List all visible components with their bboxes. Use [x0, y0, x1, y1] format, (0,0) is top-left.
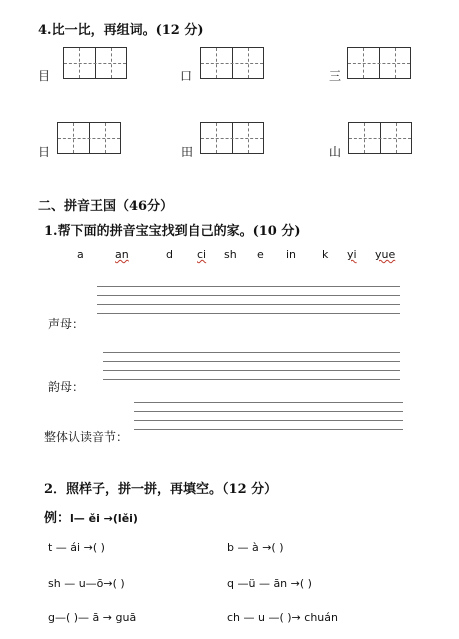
writing-grid[interactable] — [200, 122, 264, 154]
writing-line — [97, 286, 400, 287]
syllable: e — [257, 248, 264, 261]
syllable: k — [322, 248, 329, 261]
syllable: d — [166, 248, 173, 261]
exercise-5[interactable]: g—( )— ā → guā — [48, 611, 137, 624]
writing-grid[interactable] — [57, 122, 121, 154]
writing-grid[interactable] — [200, 47, 264, 79]
writing-grid[interactable] — [63, 47, 127, 79]
char-ri: 日 — [38, 145, 51, 159]
char-san: 三 — [329, 69, 342, 83]
char-mu: 目 — [38, 69, 51, 83]
writing-line — [134, 429, 403, 430]
label-zhengti: 整体认读音节： — [44, 430, 129, 444]
writing-line — [134, 420, 403, 421]
exercise-6[interactable]: ch — u —( )→ chuán — [227, 611, 338, 624]
syllable: an — [115, 248, 129, 261]
writing-line — [103, 361, 400, 362]
writing-line — [97, 295, 400, 296]
section-4-title: 4.比一比，再组词。(12 分) — [38, 23, 204, 38]
writing-line — [97, 313, 400, 314]
writing-line — [134, 411, 403, 412]
syllable: ci — [197, 248, 207, 261]
writing-line — [97, 304, 400, 305]
char-kou: 口 — [180, 69, 193, 83]
syllable: yi — [347, 248, 357, 261]
writing-grid[interactable] — [348, 122, 412, 154]
example-line — [44, 507, 138, 526]
example-label: 例： — [44, 511, 71, 526]
exercise-4[interactable]: q —ü — ān →( ) — [227, 577, 312, 590]
writing-line — [103, 379, 400, 380]
writing-line — [103, 352, 400, 353]
char-tian: 田 — [181, 145, 194, 159]
syllable: in — [286, 248, 297, 261]
writing-grid[interactable] — [347, 47, 411, 79]
exercise-1[interactable]: t — ái →( ) — [48, 541, 105, 554]
q1-title: 1.帮下面的拼音宝宝找到自己的家。(10 分) — [44, 224, 301, 239]
writing-line — [103, 370, 400, 371]
exercise-3[interactable]: sh — u—ō→( ) — [48, 577, 125, 590]
example-text: l— ěi →(lěi) — [70, 512, 138, 525]
syllable: a — [77, 248, 84, 261]
writing-line — [134, 402, 403, 403]
section-2-title: 二、拼音王国（46分） — [38, 199, 174, 214]
syllable: sh — [224, 248, 237, 261]
exercise-2[interactable]: b — à →( ) — [227, 541, 284, 554]
syllable: yue — [375, 248, 396, 261]
label-yunmu: 韵母： — [48, 380, 85, 394]
q2-title: 2．照样子，拼一拼，再填空。（12 分） — [44, 482, 278, 497]
char-shan: 山 — [329, 145, 342, 159]
label-shengmu: 声母： — [48, 317, 85, 331]
